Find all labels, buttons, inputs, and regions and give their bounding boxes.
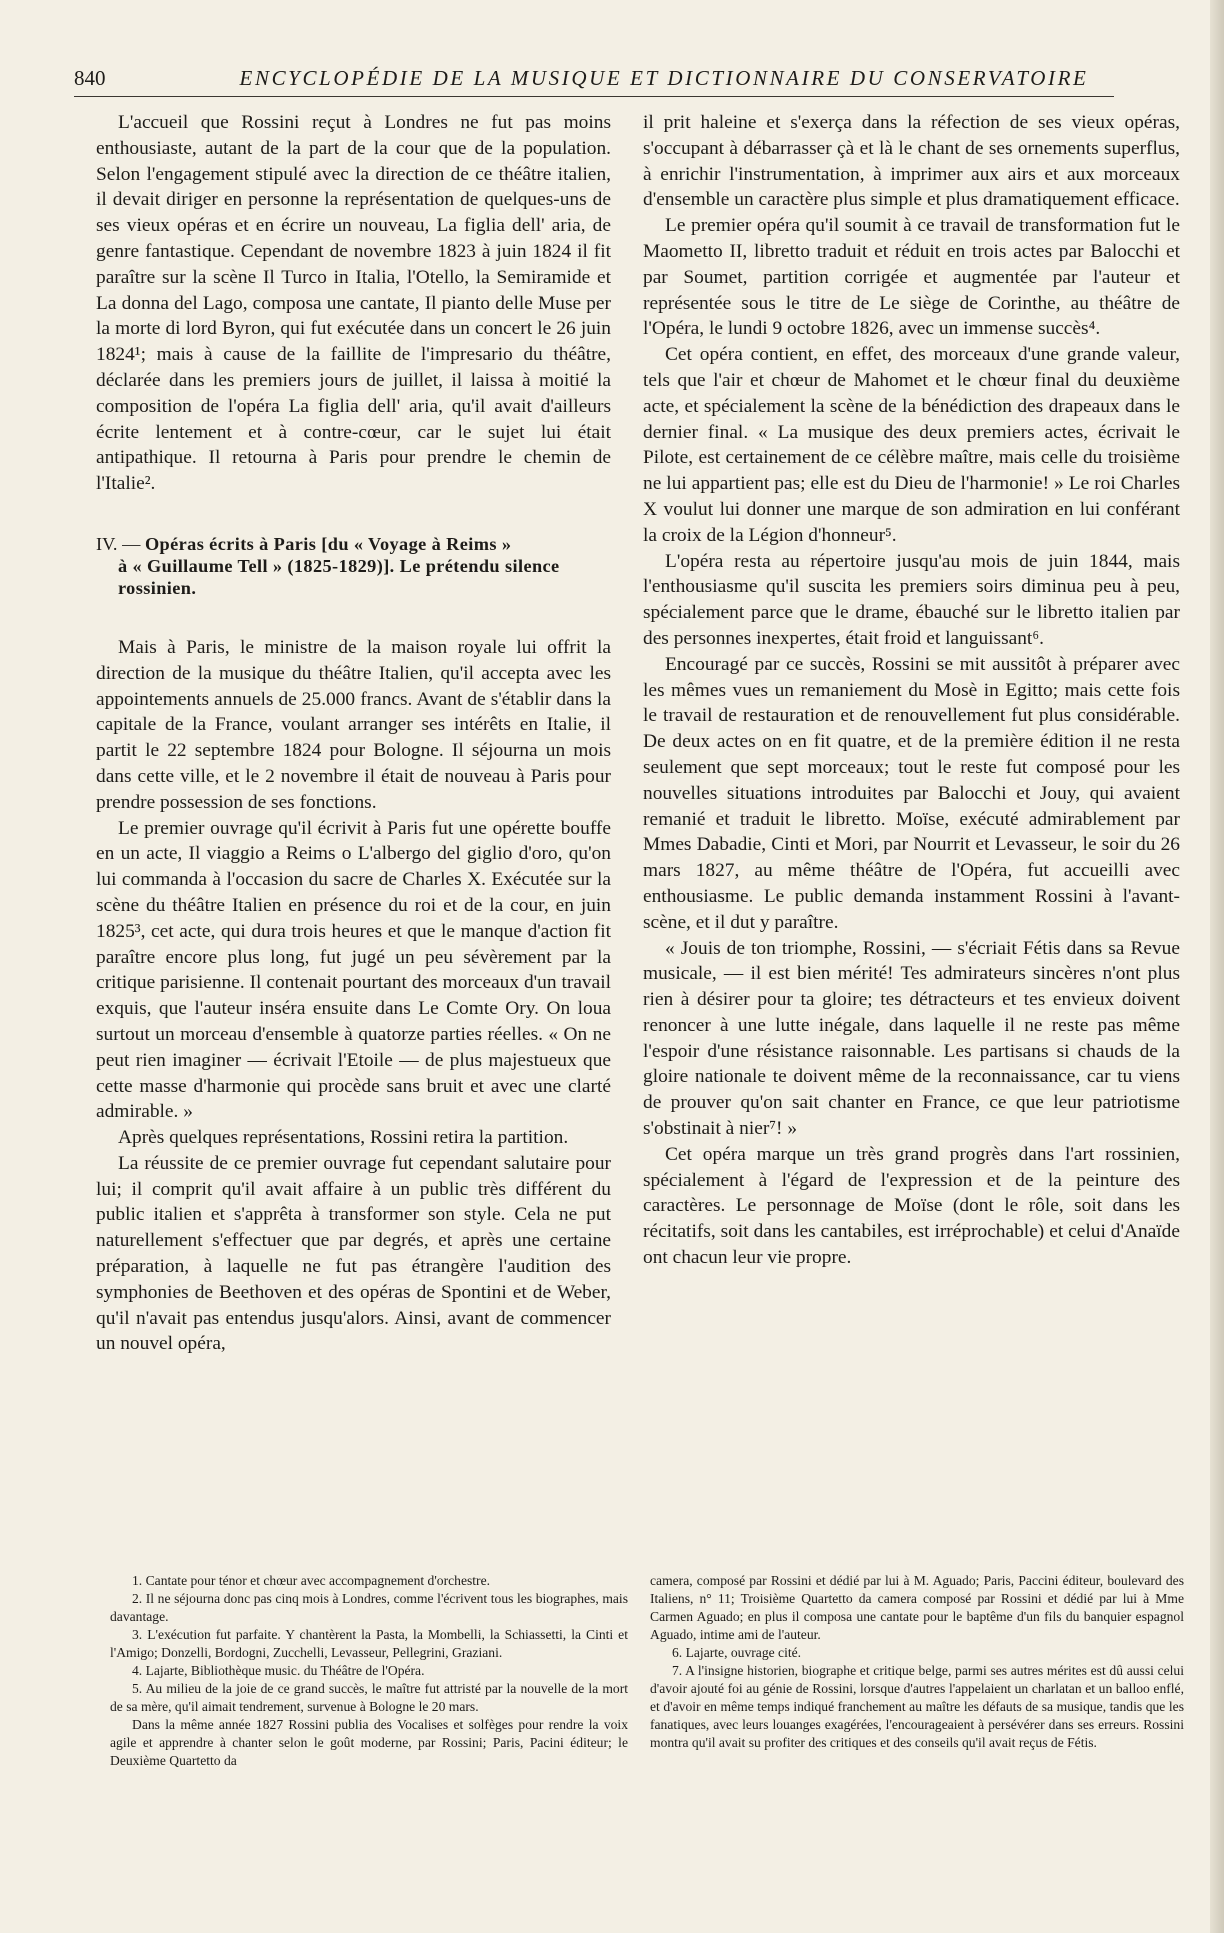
- footnotes-left: [110, 1572, 628, 1770]
- footnote: 7. A l'insigne historien, biographe et critique belge, parmi ses autres mérites est dû aussi celui d'avoir ajouté foi au génie de Rossini, lorsque d'autres l'appelaient un charlatan et un balloo enflé, et d'avoir en même temps indiqué franchement au maître les défauts de sa musique, tandis que les fanatiques, avec leurs louanges exagérées, l'encourageaient à persévérer dans ses erreurs. Rossini montra qu'il avait su profiter des critiques et des conseils qu'il avait reçus de Fétis.: [650, 1663, 1184, 1750]
- footnote: 1. Cantate pour ténor et chœur avec accompagnement d'orchestre.: [132, 1573, 490, 1588]
- page-header: [74, 64, 1114, 97]
- paragraph: L'accueil que Rossini reçut à Londres ne fut pas moins enthousiaste, autant de la part de la cour que de la population. Selon l'engagement stipulé avec la direction de ce théâtre italien, il devait diriger en personne la représentation de quelques-uns de ses vieux opéras et en écrire un nouveau, La figlia dell' aria, de genre fantastique. Cependant de novembre 1823 à juin 1824 il fit paraître sur la scène Il Turco in Italia, l'Otello, la Semiramide et La donna del Lago, composa une cantate, Il pianto delle Muse per la morte di lord Byron, qui fut exécutée dans un concert le 26 juin 1824¹; mais à cause de la faillite de l'impresario du théâtre, déclarée dans les premiers jours de juillet, il laissa à moitié la composition de l'opéra La figlia dell' aria, qu'il avait d'ailleurs écrite lentement et à contre-cœur, car le sujet lui était antipathique. Il retourna à Paris pour prendre le chemin de l'Italie².: [96, 112, 611, 495]
- footnote: 2. Il ne séjourna donc pas cinq mois à Londres, comme l'écrivent tous les biographes, mais davantage.: [110, 1591, 628, 1624]
- footnote: 3. L'exécution fut parfaite. Y chantèrent la Pasta, la Mombelli, la Schiassetti, la Cinti et l'Amigo; Donzelli, Bordogni, Zucchelli, Levasseur, Pellegrini, Graziani.: [110, 1627, 628, 1660]
- section-title-line-1: Opéras écrits à Paris [du « Voyage à Reims »: [144, 533, 512, 554]
- paragraph: Mais à Paris, le ministre de la maison royale lui offrit la direction de la musique du théâtre Italien, qu'il accepta avec les appointements annuels de 25.000 francs. Avant de s'établir dans la capitale de la France, voulant arranger ses intérêts en Italie, il partit le 22 septembre 1824 pour Bologne. Il séjourna un mois dans cette ville, et le 2 novembre il était de nouveau à Paris pour prendre possession de ses fonctions.: [96, 636, 611, 813]
- paragraph: Le premier ouvrage qu'il écrivit à Paris fut une opérette bouffe en un acte, Il viaggio a Reims o L'albergo del giglio d'oro, qu'on lui commanda à l'occasion du sacre de Charles X. Exécutée sur la scène du théâtre Italien en présence du roi et de la cour, en juin 1825³, cet acte, qui dura trois heures et que le manque d'action fit paraître encore plus long, fut jugé un peu sévèrement par la critique parisienne. Il contenait pourtant des morceaux d'un travail exquis, que l'auteur inséra ensuite dans Le Comte Ory. On loua surtout un morceau d'ensemble à quatorze parties réelles. « On ne peut rien imaginer — écrivait l'Etoile — de plus majestueux que cette masse d'harmonie qui procède sans bruit et avec une clarté admirable. »: [96, 817, 611, 1123]
- section-heading: [96, 533, 611, 599]
- footnote: camera, composé par Rossini et dédié par lui à M. Aguado; Paris, Paccini éditeur, boulevard des Italiens, n° 11; Troisième Quartetto da camera composé par Rossini et dédié par lui à Mme Carmen Aguado; en plus il composa une cantate pour le baptême d'un fils du banquier espagnol Aguado, intime ami de l'auteur.: [650, 1573, 1184, 1642]
- paragraph: L'opéra resta au répertoire jusqu'au mois de juin 1844, mais l'enthousiasme qu'il suscita les premiers soirs diminua peu à peu, spécialement parce que le drame, ébauché sur le libretto italien par des personnes inexpertes, était froid et languissant⁶.: [643, 550, 1180, 649]
- paragraph: « Jouis de ton triomphe, Rossini, — s'écriait Fétis dans sa Revue musicale, — il est bien mérité! Tes admirateurs sincères n'ont plus rien à désirer pour ta gloire; tes détracteurs et tes envieux doivent renoncer à une lutte inégale, dans laquelle il ne reste pas même l'espoir d'une résistance raisonnable. Les partisans si chauds de la gloire nationale te doivent même de la reconnaissance, car tu viens de prouver qu'on sait chanter en France, ce que leur patriotisme s'obstinait à nier⁷! »: [643, 937, 1180, 1140]
- paragraph: il prit haleine et s'exerça dans la réfection de ses vieux opéras, s'occupant à débarrasser çà et là le chant de ses ornements superflus, à enrichir l'instrumentation, à imprimer aux airs et aux morceaux d'ensemble un caractère plus simple et plus dramatiquement efficace.: [643, 112, 1180, 211]
- paragraph: Cet opéra marque un très grand progrès dans l'art rossinien, spécialement à l'égard de l'expression et de la peinture des caractères. Le personnage de Moïse (dont le rôle, soit dans les récitatifs, soit dans les cantabiles, est irréprochable) et celui d'Anaïde ont chacun leur vie propre.: [643, 1143, 1180, 1269]
- paragraph: La réussite de ce premier ouvrage fut cependant salutaire pour lui; il comprit qu'il avait affaire à un public très différent du public italien et s'apprêta à transformer son style. Cela ne put naturellement s'effectuer que par degrés, et après une certaine préparation, à laquelle ne fut pas étrangère l'audition des symphonies de Beethoven et des opéras de Spontini et de Weber, qu'il n'avait pas entendus jusqu'alors. Ainsi, avant de commencer un nouvel opéra,: [96, 1152, 611, 1355]
- paragraph: Encouragé par ce succès, Rossini se mit aussitôt à préparer avec les mêmes vues un remaniement du Mosè in Egitto; mais cette fois le travail de restauration et de renouvellement fut plus considérable. De deux actes on en fit quatre, et de la première édition il ne resta seulement que sept morceaux; tout le reste fut composé pour les nouvelles situations introduites par Balocchi et Jouy, qui avaient remanié et traduit le libretto. Moïse, exécuté admirablement par Mmes Dabadie, Cinti et Mori, par Nourrit et Levasseur, le soir du 26 mars 1827, au même théâtre de l'Opéra, fut accueilli avec enthousiasme. Le public demanda instamment Rossini à l'avant-scène, et il dut y paraître.: [643, 653, 1180, 933]
- footnote: 6. Lajarte, ouvrage cité.: [672, 1645, 802, 1660]
- footnote: Dans la même année 1827 Rossini publia des Vocalises et solfèges pour rendre la voix agile et apprendre à chanter selon le goût moderne, par Rossini; Paris, Pacini éditeur; le Deuxième Quartetto da: [110, 1717, 628, 1768]
- section-title-line-2: à « Guillaume Tell » (1825-1829)]. Le prétendu silence rossinien.: [118, 555, 560, 598]
- paragraph: Après quelques représentations, Rossini retira la partition.: [118, 1127, 569, 1149]
- footnote: 4. Lajarte, Bibliothèque music. du Théâtre de l'Opéra.: [132, 1663, 425, 1678]
- page-number: 840: [74, 66, 106, 90]
- right-column: [643, 110, 1180, 1271]
- running-title: ENCYCLOPÉDIE DE LA MUSIQUE ET DICTIONNAIRE DU CONSERVATOIRE: [239, 66, 1089, 90]
- paragraph: Cet opéra contient, en effet, des morceaux d'une grande valeur, tels que l'air et chœur de Mahomet et le chœur final du deuxième acte, et spécialement la scène de la bénédiction des drapeaux dans le dernier final. « La musique des deux premiers actes, écrivait le Pilote, est certainement de ce célèbre maître, mais celle du troisième ne lui appartient pas; elle est du Dieu de l'harmonie! » Le roi Charles X voulut lui donner une marque de son admiration en lui conférant la croix de la Légion d'honneur⁵.: [643, 344, 1180, 546]
- paragraph: Le premier opéra qu'il soumit à ce travail de transformation fut le Maometto II, libretto traduit et réduit en trois actes par Balocchi et par Soumet, partition corrigée et augmentée par l'auteur et représentée sous le titre de Le siège de Corinthe, au théâtre de l'Opéra, le lundi 9 octobre 1826, avec un immense succès⁴.: [643, 215, 1180, 340]
- footnote: 5. Au milieu de la joie de ce grand succès, le maître fut attristé par la nouvelle de la mort de sa mère, qu'il aimait tendrement, survenue à Bologne le 20 mars.: [110, 1681, 628, 1714]
- section-number: IV. —: [96, 533, 141, 554]
- footnotes-right: [650, 1572, 1184, 1752]
- left-column: [96, 110, 611, 1357]
- page-edge: [1210, 0, 1224, 1933]
